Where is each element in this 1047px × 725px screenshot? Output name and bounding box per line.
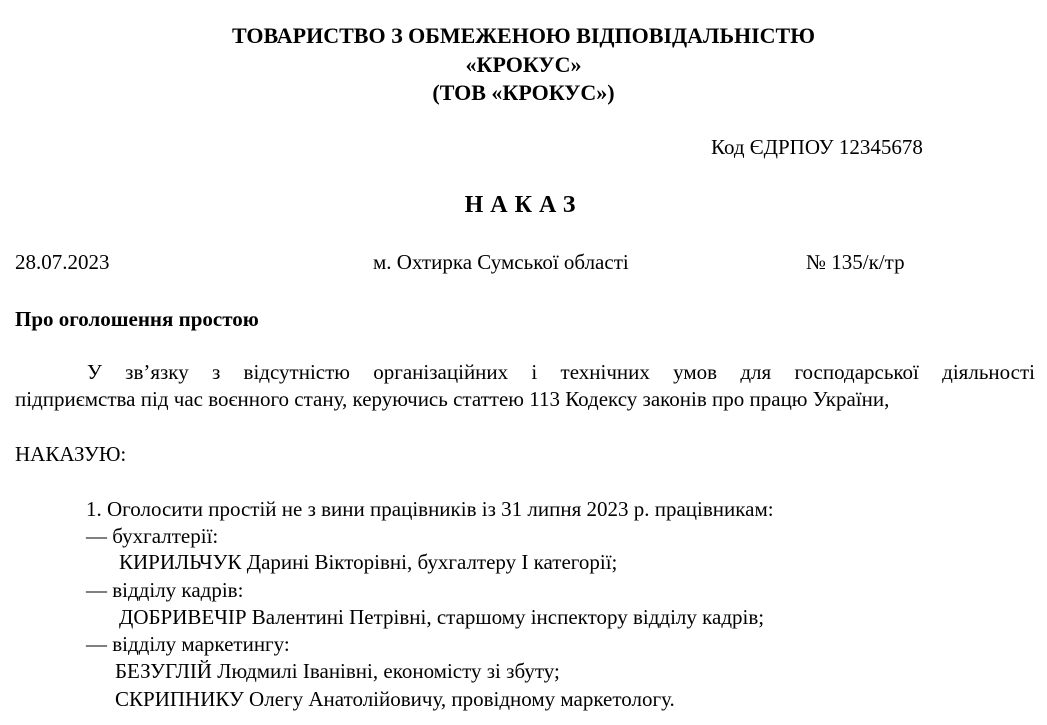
organization-name: «КРОКУС» (465, 52, 582, 77)
department-hr: — відділу кадрів: (86, 578, 244, 602)
order-item-1: 1. Оголосити простій не з вини працівників із 31 липня 2023 р. працівникам: (86, 497, 774, 521)
edrpou-code: Код ЄДРПОУ 12345678 (711, 135, 923, 159)
department-marketing: — відділу маркетингу: (86, 632, 290, 656)
department-accounting: — бухгалтерії: (86, 524, 219, 548)
document-title: НАКАЗ (464, 192, 583, 218)
document-number: № 135/к/тр (806, 250, 905, 274)
employee-entry: БЕЗУГЛІЙ Людмилі Іванівні, економісту зі збуту; (115, 659, 560, 683)
employee-entry: СКРИПНИКУ Олегу Анатолійовичу, провідному маркетологу. (115, 687, 675, 711)
organization-full-name: ТОВАРИСТВО З ОБМЕЖЕНОЮ ВІДПОВІДАЛЬНІСТЮ (232, 23, 815, 48)
employee-entry: ДОБРИВЕЧІР Валентині Петрівні, старшому інспектору відділу кадрів; (119, 605, 765, 629)
document-place: м. Охтирка Сумської області (373, 250, 629, 274)
preamble-line-1: У зв’язку з відсутністю організаційних і технічних умов для господарської діяльності (87, 360, 1035, 384)
document-subject: Про оголошення простою (15, 307, 259, 331)
organization-short-name: (ТОВ «КРОКУС») (432, 80, 615, 105)
preamble-line-2: підприємства під час воєнного стану, керуючись статтею 113 Кодексу законів про працю України, (15, 387, 890, 411)
order-word: НАКАЗУЮ: (15, 442, 127, 466)
employee-entry: КИРИЛЬЧУК Дарині Вікторівні, бухгалтеру І категорії; (119, 550, 618, 574)
document-date: 28.07.2023 (15, 250, 110, 274)
